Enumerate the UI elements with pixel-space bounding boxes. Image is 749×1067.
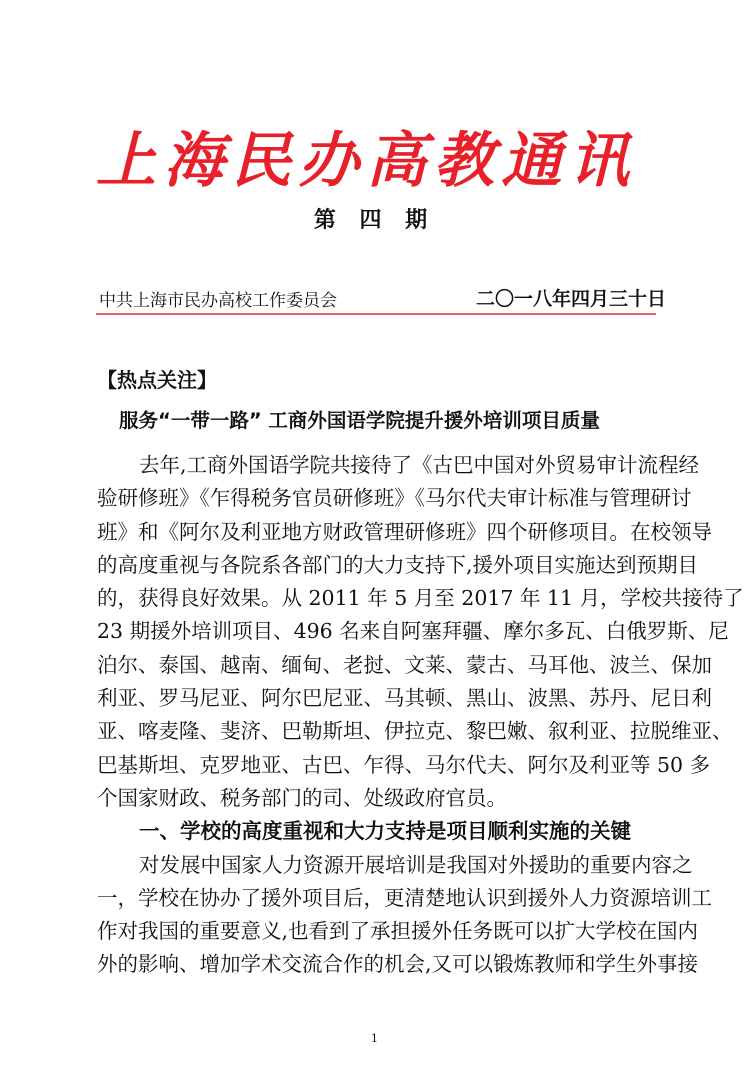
- section-label: 【热点关注】: [97, 368, 217, 392]
- body-line: 23 期援外培训项目、496 名来自阿塞拜疆、摩尔多瓦、白俄罗斯、尼: [97, 619, 729, 644]
- body-line: 的高度重视与各院系各部门的大力支持下,援外项目实施达到预期目: [97, 552, 699, 577]
- body-line: 去年,工商外国语学院共接待了《古巴中国对外贸易审计流程经: [139, 453, 700, 477]
- body-line: 泊尔、泰国、越南、缅甸、老挝、文莱、蒙古、马耳他、波兰、保加: [97, 652, 712, 677]
- body-line: 一，学校在协办了援外项目后，更清楚地认识到援外人力资源培训工: [97, 885, 712, 910]
- body-line: 的，获得良好效果。从 2011 年 5 月至 2017 年 11 月，学校共接待了: [97, 586, 744, 611]
- body-line: 利亚、罗马尼亚、阿尔巴尼亚、马其顿、黑山、波黑、苏丹、尼日利: [97, 686, 712, 711]
- page-number: 1: [371, 1032, 378, 1045]
- body-line: 验研修班》《乍得税务官员研修班》《马尔代夫审计标准与管理研讨: [97, 486, 692, 511]
- organization: 中共上海市民办高校工作委员会: [99, 291, 337, 311]
- article-body: [97, 449, 744, 982]
- body-line: 对发展中国家人力资源开展培训是我国对外援助的重要内容之: [139, 852, 693, 877]
- article-headline: 服务“一带一路” 工商外国语学院提升援外培训项目质量: [119, 409, 600, 432]
- issue-date: 二〇一八年四月三十日: [475, 288, 666, 310]
- body-line: 班》和《阿尔及利亚地方财政管理研修班》四个研修项目。在校领导: [97, 519, 712, 544]
- header-divider: [96, 313, 656, 315]
- masthead-title: 上海民办高教通讯: [96, 126, 631, 196]
- body-line: 作对我国的重要意义,也看到了承担援外任务既可以扩大学校在国内: [97, 919, 699, 944]
- body-line: 个国家财政、税务部门的司、处级政府官员。: [97, 785, 507, 810]
- body-line: 巴基斯坦、克罗地亚、古巴、乍得、马尔代夫、阿尔及利亚等 50 多: [97, 752, 711, 777]
- subheading: 一、学校的高度重视和大力支持是项目顺利实施的关键: [139, 819, 631, 844]
- issue-number: 第 四 期: [313, 208, 436, 233]
- body-line: 亚、喀麦隆、斐济、巴勒斯坦、伊拉克、黎巴嫩、叙利亚、拉脱维亚、: [97, 719, 733, 744]
- body-line: 外的影响、增加学术交流合作的机会,又可以锻炼教师和学生外事接: [97, 952, 699, 977]
